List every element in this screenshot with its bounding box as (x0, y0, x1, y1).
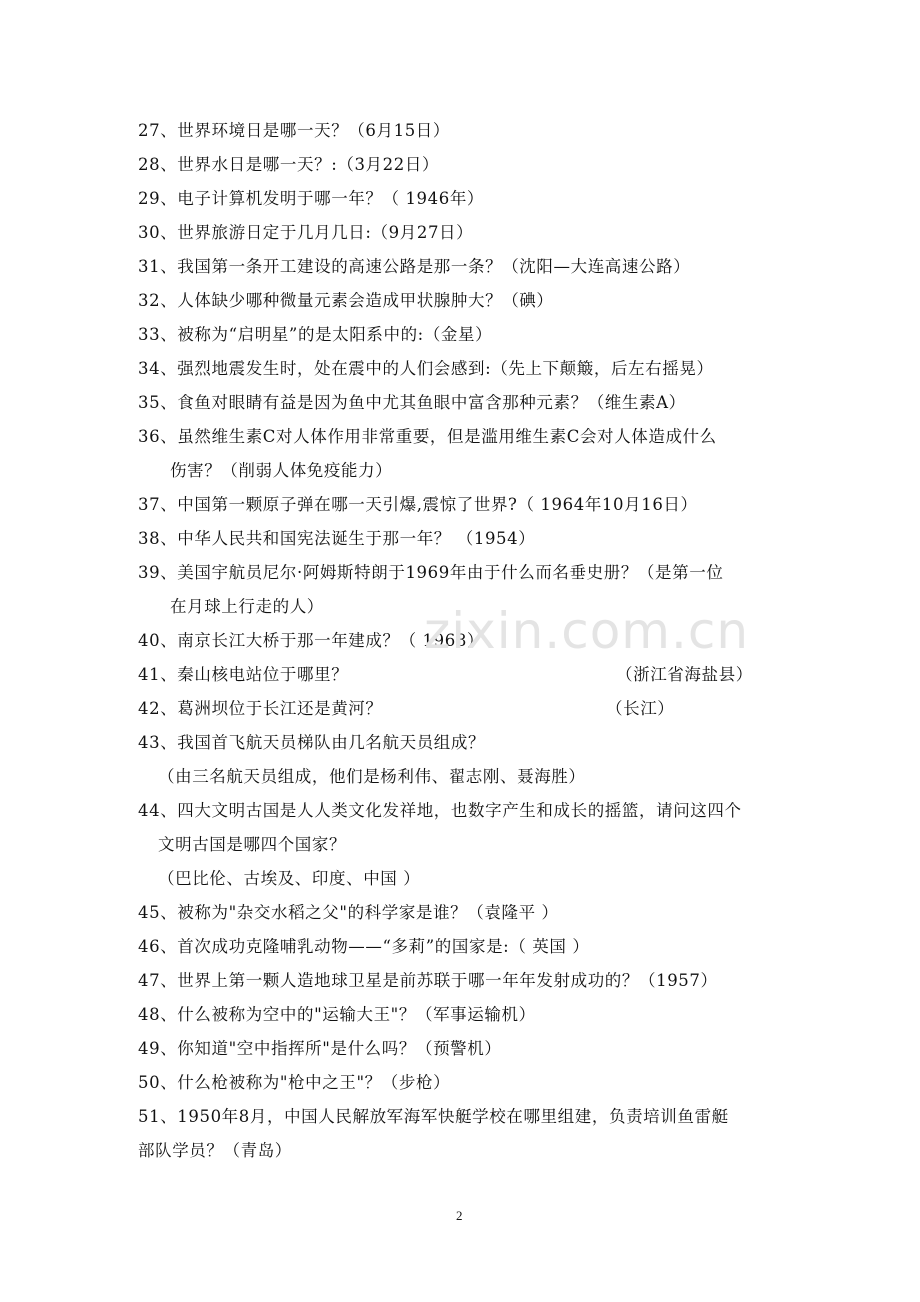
question-27: 27、世界环境日是哪一天？（6月15日） (138, 121, 450, 140)
question-41: 41、秦山核电站位于哪里？ (138, 665, 349, 684)
question-40: 40、南京长江大桥于那一年建成？（ 1968） (138, 631, 485, 650)
question-35: 35、食鱼对眼睛有益是因为鱼中尤其鱼眼中富含那种元素？（维生素A） (138, 393, 686, 412)
question-45: 45、被称为"杂交水稻之父"的科学家是谁？（袁隆平 ） (138, 903, 559, 922)
question-38: 38、中华人民共和国宪法诞生于那一年？ （1954） (138, 529, 536, 548)
answer-43: （由三名航天员组成，他们是杨利伟、翟志刚、聂海胜） (158, 767, 586, 786)
watermark: zixin.com.cn (424, 602, 750, 660)
answer-41: （浙江省海盐县） (616, 665, 753, 684)
question-51-continued: 部队学员？（青岛） (138, 1141, 292, 1160)
question-46: 46、首次成功克隆哺乳动物——“多莉”的国家是:（ 英国 ） (138, 937, 590, 956)
question-34: 34、强烈地震发生时，处在震中的人们会感到:（先上下颠簸，后左右摇晃） (138, 359, 714, 378)
question-28: 28、世界水日是哪一天？:（3月22日） (138, 155, 440, 174)
question-44-continued: 文明古国是哪四个国家？ (158, 835, 347, 854)
question-33: 33、被称为“启明星”的是太阳系中的:（金星） (138, 325, 493, 344)
question-30: 30、世界旅游日定于几月几日:（9月27日） (138, 223, 474, 242)
question-43: 43、我国首飞航天员梯队由几名航天员组成？ (138, 733, 486, 752)
question-39-continued: 在月球上行走的人） (170, 597, 324, 616)
question-47: 47、世界上第一颗人造地球卫星是前苏联于哪一年年发射成功的？（1957） (138, 971, 718, 990)
question-44: 44、四大文明古国是人人类文化发祥地，也数字产生和成长的摇篮，请问这四个 (138, 801, 742, 820)
question-50: 50、什么枪被称为"枪中之王"？（步枪） (138, 1073, 451, 1092)
question-37: 37、中国第一颗原子弹在哪一天引爆,震惊了世界?（ 1964年10月16日） (138, 495, 698, 514)
answer-44: （巴比伦、古埃及、印度、中国 ） (158, 869, 421, 888)
question-29: 29、电子计算机发明于哪一年？（ 1946年） (138, 189, 485, 208)
question-36-continued: 伤害？（削弱人体免疫能力） (170, 461, 393, 480)
answer-42: （长江） (606, 699, 675, 718)
question-51: 51、1950年8月，中国人民解放军海军快艇学校在哪里组建，负责培训鱼雷艇 (138, 1107, 729, 1126)
question-32: 32、人体缺少哪种微量元素会造成甲状腺肿大？（碘） (138, 291, 554, 310)
question-31: 31、我国第一条开工建设的高速公路是那一条？（沈阳—大连高速公路） (138, 257, 691, 276)
question-42: 42、葛洲坝位于长江还是黄河？ (138, 699, 383, 718)
question-49: 49、你知道"空中指挥所"是什么吗？（预警机） (138, 1039, 502, 1058)
page-number: 2 (456, 1208, 463, 1223)
question-39: 39、美国宇航员尼尔·阿姆斯特朗于1969年由于什么而名垂史册？（是第一位 (138, 563, 724, 582)
question-48: 48、什么被称为空中的"运输大王"？（军事运输机） (138, 1005, 536, 1024)
question-36: 36、虽然维生素C对人体作用非常重要，但是滥用维生素C会对人体造成什么 (138, 427, 717, 446)
